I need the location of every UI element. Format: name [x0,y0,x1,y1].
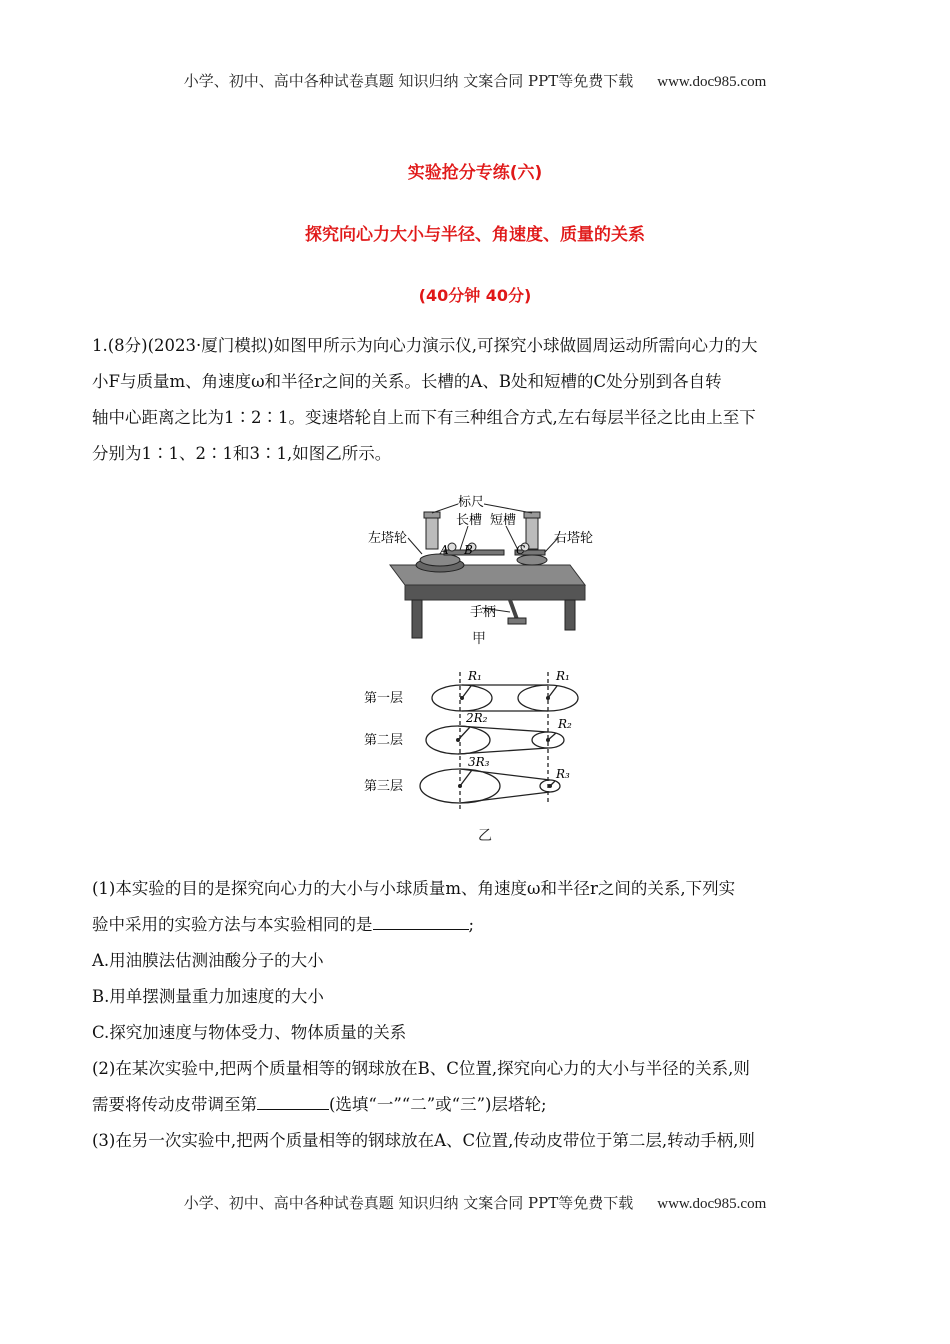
layer-label-3: 第三层 [364,779,404,794]
page-footer [0,1192,950,1213]
fig-yi-caption: 乙 [478,828,492,844]
answer-blank-1[interactable] [373,913,469,930]
label-long-slot: 长槽 [456,513,483,528]
right-radius-3: R₃ [556,767,570,781]
label-a: A [440,543,449,557]
apparatus-figure [360,490,600,650]
part2-line-2a: 需要将传动皮带调至第 [92,1095,257,1114]
header-url[interactable]: www.doc985.com [657,74,767,90]
part1-end: ; [468,915,475,934]
option-c: C.探究加速度与物体受力、物体质量的关系 [92,1023,407,1042]
right-radius-1: R₁ [556,669,570,683]
pulley-layers-figure [360,660,600,825]
layer-label-1: 第一层 [364,691,404,706]
part2-line-2b: (选填“一”“二”或“三”)层塔轮; [329,1095,547,1114]
part1-line-2 [92,911,474,935]
answer-blank-2[interactable] [257,1093,329,1110]
label-ruler: 标尺 [458,495,485,510]
part1-line-2-text: 验中采用的实验方法与本实验相同的是 [92,915,373,934]
fig-jia-caption: 甲 [472,631,486,647]
right-radius-2: R₂ [558,717,572,731]
footer-text: 小学、初中、高中各种试卷真题 知识归纳 文案合同 PPT等免费下载 [183,1194,634,1212]
intro-line-3: 轴中心距离之比为1∶2∶1。变速塔轮自上而下有三种组合方式,左右每层半径之比由上至下 [92,408,756,427]
time-limit: (40分钟 40分) [418,286,532,305]
label-handle: 手柄 [470,605,497,620]
intro-line-4: 分别为1∶1、2∶1和3∶1,如图乙所示。 [92,444,392,463]
intro-line-1: 1.(8分)(2023·厦门模拟)如图甲所示为向心力演示仪,可探究小球做圆周运动所需向心力的大 [92,336,758,355]
layer-label-2: 第二层 [364,733,404,748]
left-radius-1: R₁ [468,669,482,683]
left-radius-2: 2R₂ [466,711,488,725]
header-text: 小学、初中、高中各种试卷真题 知识归纳 文案合同 PPT等免费下载 [183,72,634,90]
page-header [0,70,950,91]
page-title: 实验抢分专练(六) [407,163,543,183]
page-subtitle: 探究向心力大小与半径、角速度、质量的关系 [305,225,645,245]
part3-line-1: (3)在另一次实验中,把两个质量相等的钢球放在A、C位置,传动皮带位于第二层,转动手柄,则 [92,1131,755,1150]
label-c: C [516,543,526,557]
label-right-wheel: 右塔轮 [554,531,594,546]
label-left-wheel: 左塔轮 [368,531,408,546]
part1-line-1: (1)本实验的目的是探究向心力的大小与小球质量m、角速度ω和半径r之间的关系,下列实 [92,879,736,898]
option-a: A.用油膜法估测油酸分子的大小 [92,951,324,970]
option-b: B.用单摆测量重力加速度的大小 [92,987,324,1006]
label-b: B [464,543,473,557]
label-short-slot: 短槽 [490,513,517,528]
footer-url[interactable]: www.doc985.com [657,1196,767,1212]
intro-line-2: 小F与质量m、角速度ω和半径r之间的关系。长槽的A、B处和短槽的C处分别到各自转 [92,372,722,391]
part2-line-2 [92,1091,547,1115]
left-radius-3: 3R₃ [468,755,490,769]
part2-line-1: (2)在某次实验中,把两个质量相等的钢球放在B、C位置,探究向心力的大小与半径的关系,则 [92,1059,750,1078]
